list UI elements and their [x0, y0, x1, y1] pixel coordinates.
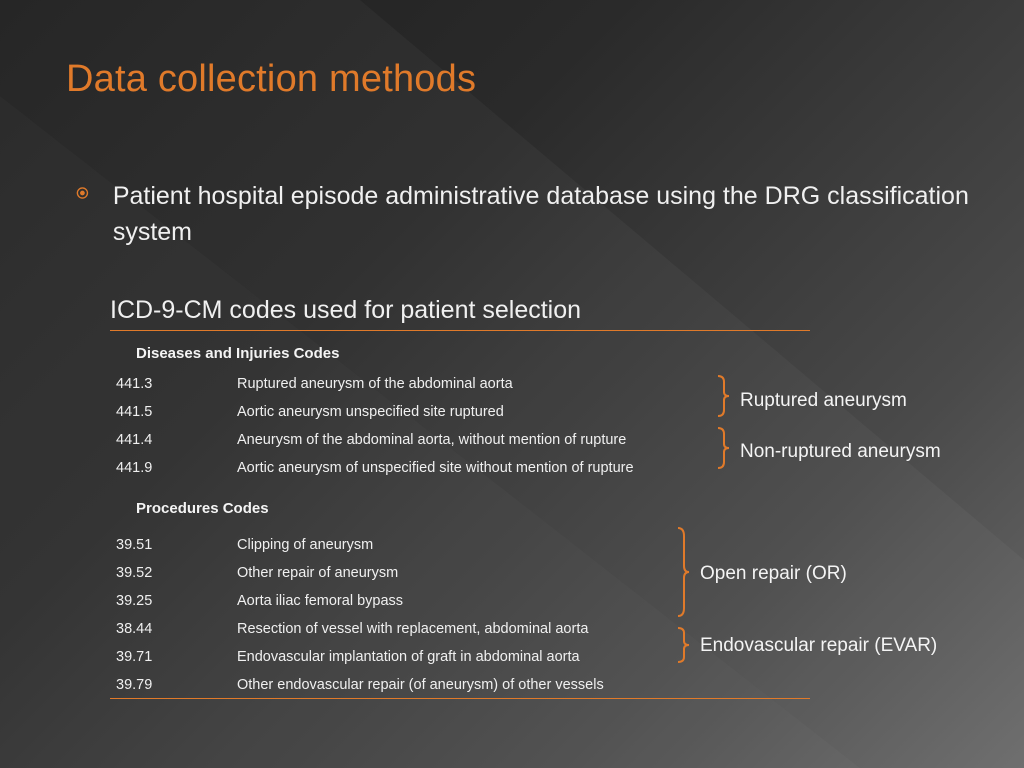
description-cell: Aortic aneurysm of unspecified site without mention of rupture: [237, 460, 634, 476]
code-cell: 39.52: [116, 565, 153, 581]
slide-title: Data collection methods: [66, 58, 477, 100]
table-bottom-rule: [110, 698, 810, 699]
code-cell: 39.71: [116, 649, 153, 665]
description-cell: Endovascular implantation of graft in abdominal aorta: [237, 649, 580, 665]
right-brace-icon: [716, 426, 732, 470]
description-cell: Ruptured aneurysm of the abdominal aorta: [237, 376, 513, 392]
description-cell: Resection of vessel with replacement, abdominal aorta: [237, 621, 589, 637]
group-label-ruptured: Ruptured aneurysm: [740, 390, 907, 411]
group-label-evar: Endovascular repair (EVAR): [700, 635, 938, 656]
circle-bullet-icon: [76, 186, 89, 200]
section-heading-procedures: Procedures Codes: [136, 500, 269, 517]
code-cell: 39.79: [116, 677, 153, 693]
code-cell: 441.3: [116, 376, 153, 392]
code-cell: 441.9: [116, 460, 153, 476]
description-cell: Clipping of aneurysm: [237, 537, 374, 553]
description-cell: Aorta iliac femoral bypass: [237, 593, 404, 609]
right-brace-icon: [716, 374, 732, 418]
table-top-rule: [110, 330, 810, 331]
code-cell: 441.4: [116, 432, 153, 448]
right-brace-icon: [676, 626, 692, 664]
description-cell: Aortic aneurysm unspecified site ruptured: [237, 404, 504, 420]
bullet-item: [76, 178, 976, 250]
group-label-open-repair: Open repair (OR): [700, 563, 847, 584]
description-cell: Other repair of aneurysm: [237, 565, 399, 581]
right-brace-icon: [676, 526, 692, 618]
description-cell: Aneurysm of the abdominal aorta, without mention of rupture: [237, 432, 627, 448]
code-cell: 39.25: [116, 593, 153, 609]
code-cell: 38.44: [116, 621, 153, 637]
code-cell: 441.5: [116, 404, 153, 420]
bullet-text: Patient hospital episode administrative database using the DRG classification system: [112, 182, 969, 246]
code-cell: 39.51: [116, 537, 153, 553]
group-label-non-ruptured: Non-ruptured aneurysm: [740, 441, 941, 462]
section-heading-diseases: Diseases and Injuries Codes: [136, 345, 340, 362]
description-cell: Other endovascular repair (of aneurysm) of other vessels: [237, 677, 604, 693]
table-title: ICD-9-CM codes used for patient selection: [110, 296, 582, 324]
